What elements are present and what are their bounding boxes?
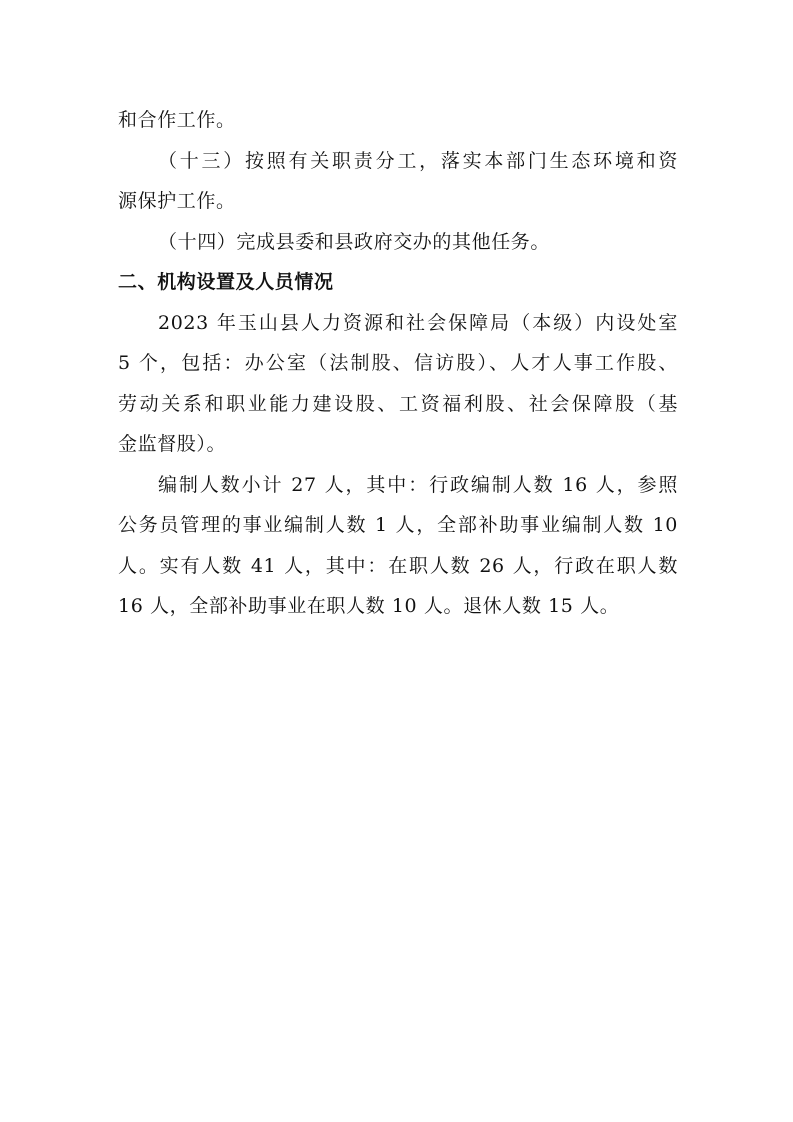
- paragraph-line: 16 人，全部补助事业在职人数 10 人。退休人数 15 人。: [118, 595, 620, 617]
- paragraph-line: 编制人数小计 27 人，其中：行政编制人数 16 人，参照: [158, 473, 678, 496]
- paragraph-line: （十三）按照有关职责分工，落实本部门生态环境和资: [158, 149, 678, 172]
- paragraph-line: 源保护工作。: [118, 190, 236, 212]
- paragraph-line: 劳动关系和职业能力建设股、工资福利股、社会保障股（基: [118, 392, 678, 415]
- section-heading: 二、机构设置及人员情况: [118, 271, 334, 293]
- document-body: [118, 100, 678, 627]
- paragraph-line: （十四）完成县委和县政府交办的其他任务。: [158, 230, 551, 253]
- paragraph-line: 和合作工作。: [118, 109, 236, 131]
- paragraph-line: 金监督股）。: [118, 433, 227, 455]
- paragraph-line: 2023 年玉山县人力资源和社会保障局（本级）内设处室: [158, 311, 678, 334]
- paragraph-line: 5 个，包括：办公室（法制股、信访股）、人才人事工作股、: [118, 352, 678, 374]
- paragraph-line: 人。实有人数 41 人，其中：在职人数 26 人，行政在职人数: [118, 554, 678, 577]
- paragraph-line: 公务员管理的事业编制人数 1 人，全部补助事业编制人数 10: [118, 514, 678, 536]
